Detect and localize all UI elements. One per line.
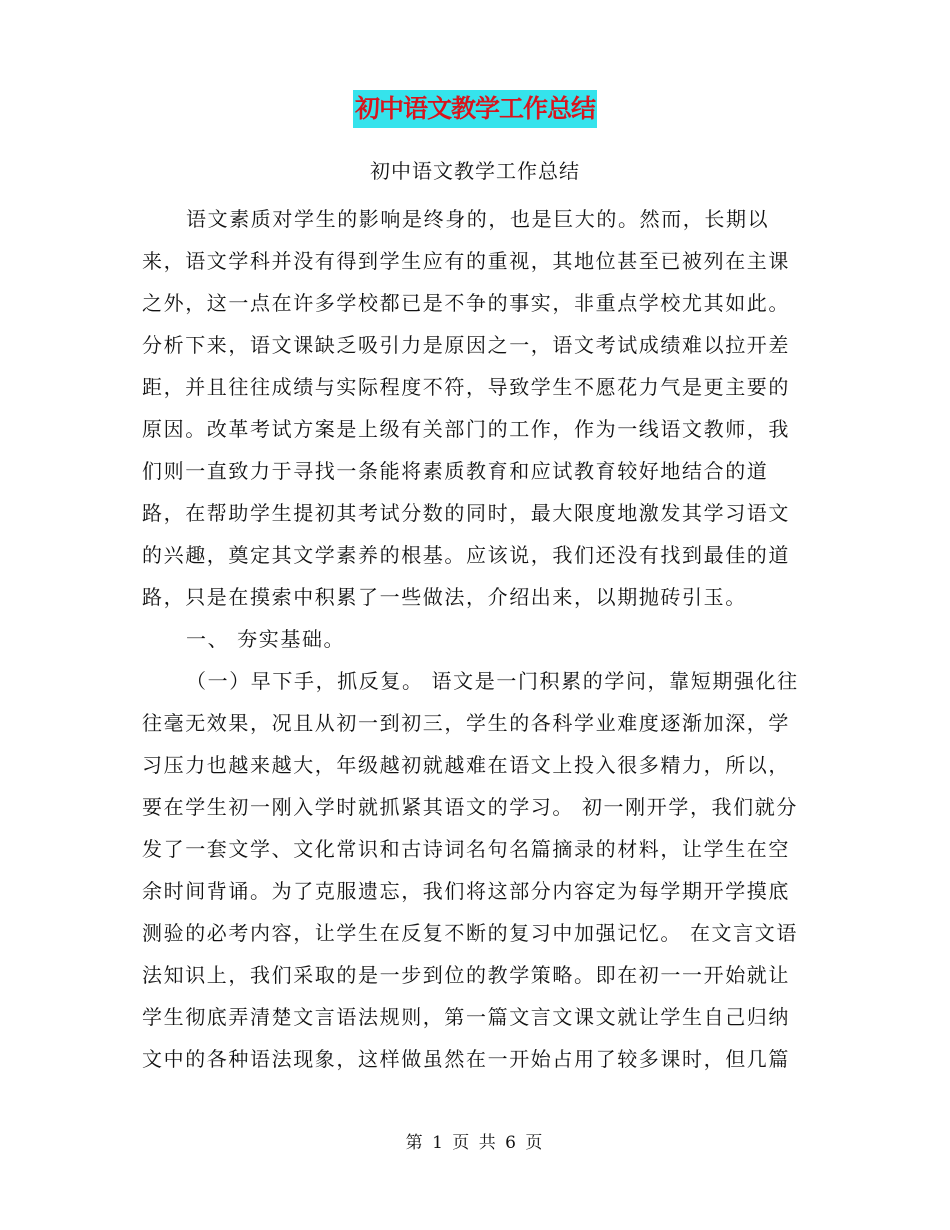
section-heading: 一、 夯实基础。 — [186, 627, 346, 651]
document-title — [0, 90, 950, 131]
text-line: 语文素质对学生的影响是终身的，也是巨大的。然而，长期以 — [186, 207, 770, 231]
text-line: 们则一直致力于寻找一条能将素质教育和应试教育较好地结合的道 — [142, 459, 769, 483]
text-line: 发了一套文学、文化常识和古诗词名句名篇摘录的材料，让学生在空 — [142, 837, 790, 861]
text-line: 原因。改革考试方案是上级有关部门的工作，作为一线语文教师，我 — [142, 417, 790, 441]
document-body — [142, 198, 808, 1080]
text-line: 来，语文学科并没有得到学生应有的重视，其地位甚至已被列在主课 — [142, 249, 790, 273]
text-line: 之外，这一点在许多学校都已是不争的事实，非重点学校尤其如此。 — [142, 291, 790, 315]
text-line: 文中的各种语法现象，这样做虽然在一开始占用了较多课时，但几篇 — [142, 1047, 790, 1071]
text-line: 余时间背诵。为了克服遗忘，我们将这部分内容定为每学期开学摸底 — [142, 879, 790, 903]
text-line: 往毫无效果，况且从初一到初三，学生的各科学业难度逐渐加深，学 — [142, 711, 790, 735]
text-line: 的兴趣，奠定其文学素养的根基。应该说，我们还没有找到最佳的道 — [142, 543, 790, 567]
text-line: 分析下来，语文课缺乏吸引力是原因之一，语文考试成绩难以拉开差 — [142, 333, 790, 357]
text-line: 距，并且往往成绩与实际程度不符，导致学生不愿花力气是更主要的 — [142, 375, 790, 399]
text-line: 习压力也越来越大，年级越初就越难在语文上投入很多精力，所以， — [142, 753, 790, 777]
text-line: 法知识上，我们采取的是一步到位的教学策略。即在初一一开始就让 — [142, 963, 790, 987]
text-line: 要在学生初一刚入学时就抓紧其语文的学习。 初一刚开学，我们就分 — [142, 795, 798, 819]
document-title-text: 初中语文教学工作总结 — [353, 90, 597, 128]
text-line: 学生彻底弄清楚文言语法规则，第一篇文言文课文就让学生自己归纳 — [142, 1005, 790, 1029]
text-line: 路，只是在摸索中积累了一些做法，介绍出来，以期抛砖引玉。 — [142, 585, 747, 609]
text-line: 测验的必考内容，让学生在反复不断的复习中加强记忆。 在文言文语 — [142, 921, 798, 945]
text-line: 路，在帮助学生提初其考试分数的同时，最大限度地激发其学习语文 — [142, 501, 790, 525]
document-subtitle: 初中语文教学工作总结 — [370, 159, 580, 183]
text-line: （一）早下手，抓反复。 语文是一门积累的学问，靠短期强化往 — [186, 669, 799, 693]
page-number-footer: 第 1 页 共 6 页 — [405, 1133, 545, 1153]
